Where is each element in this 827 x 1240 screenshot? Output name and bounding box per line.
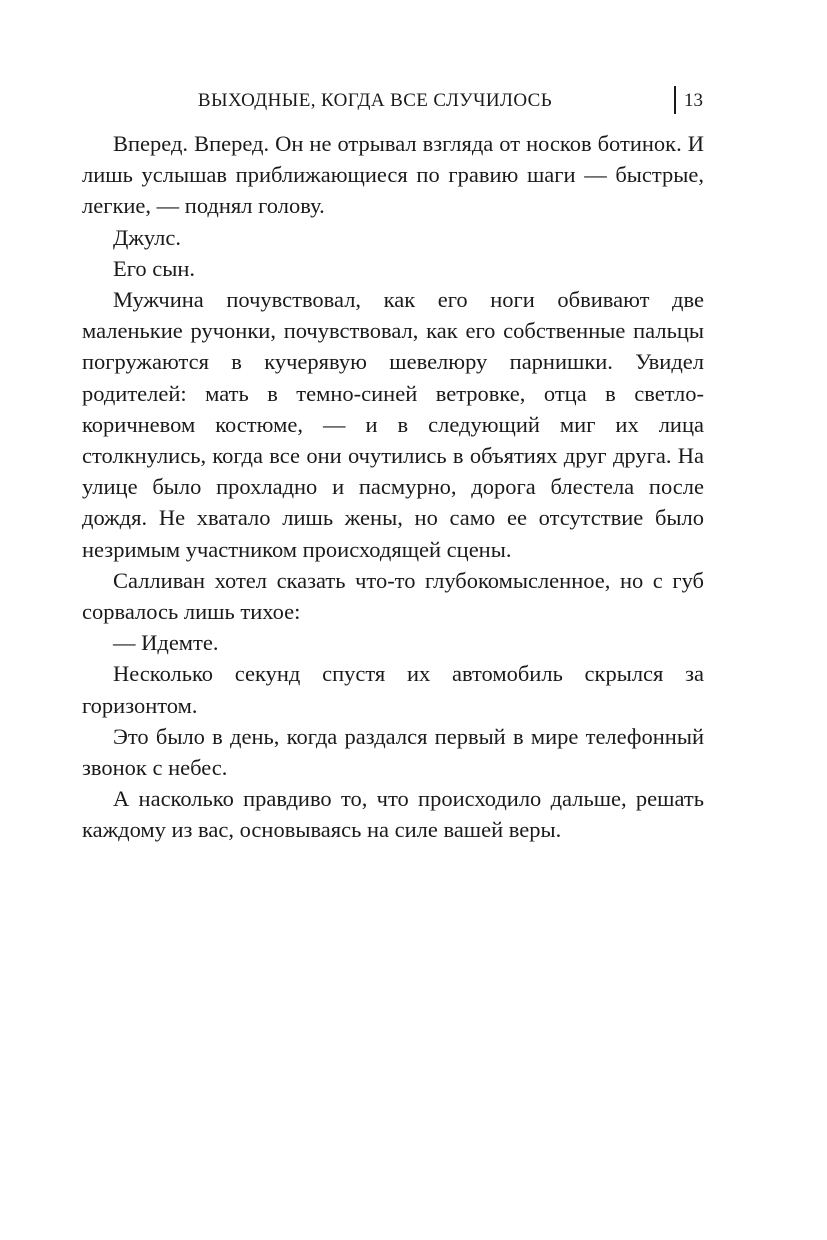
paragraph: А насколько правдиво то, что происходило дальше, решать каждому из вас, основываясь на силе вашей веры. <box>82 786 704 843</box>
running-title: ВЫХОДНЫЕ, КОГДА ВСЕ СЛУЧИЛОСЬ <box>197 90 553 111</box>
paragraph: — Идемте. <box>113 630 219 656</box>
paragraph: Джулс. <box>113 224 181 250</box>
page-number-divider <box>674 86 676 114</box>
body-text <box>82 128 704 846</box>
paragraph: Это было в день, когда раздался первый в мире телефонный звонок с небес. <box>82 723 704 781</box>
paragraph: Вперед. Вперед. Он не отрывал взгляда от носков ботинок. И лишь услышав приближающиеся по гравию шаги — быстрые, легкие, — поднял голову. <box>82 131 704 219</box>
paragraph: Мужчина почувствовал, как его ноги обвивают две маленькие ручонки, почувствовал, как его собственные пальцы погружаются в кучерявую шевелюру парнишки. Увидел родителей: мать в темно-синей ветровке, отца в светло-коричневом костюме, — и в следующий миг их лица столкнулись, когда все они очутились в объятиях друг друга. На улице было прохладно и пасмурно, дорога блестела после дождя. Не хватало лишь жены, но само ее отсутствие было незримым участником происходящей сцены. <box>82 287 704 562</box>
page-number: 13 <box>684 90 703 111</box>
paragraph: Салливан хотел сказать что-то глубокомысленное, но с губ сорвалось лишь тихое: <box>82 567 704 625</box>
running-head <box>82 86 702 116</box>
paragraph: Несколько секунд спустя их автомобиль скрылся за горизонтом. <box>82 661 704 718</box>
paragraph: Его сын. <box>113 255 196 281</box>
